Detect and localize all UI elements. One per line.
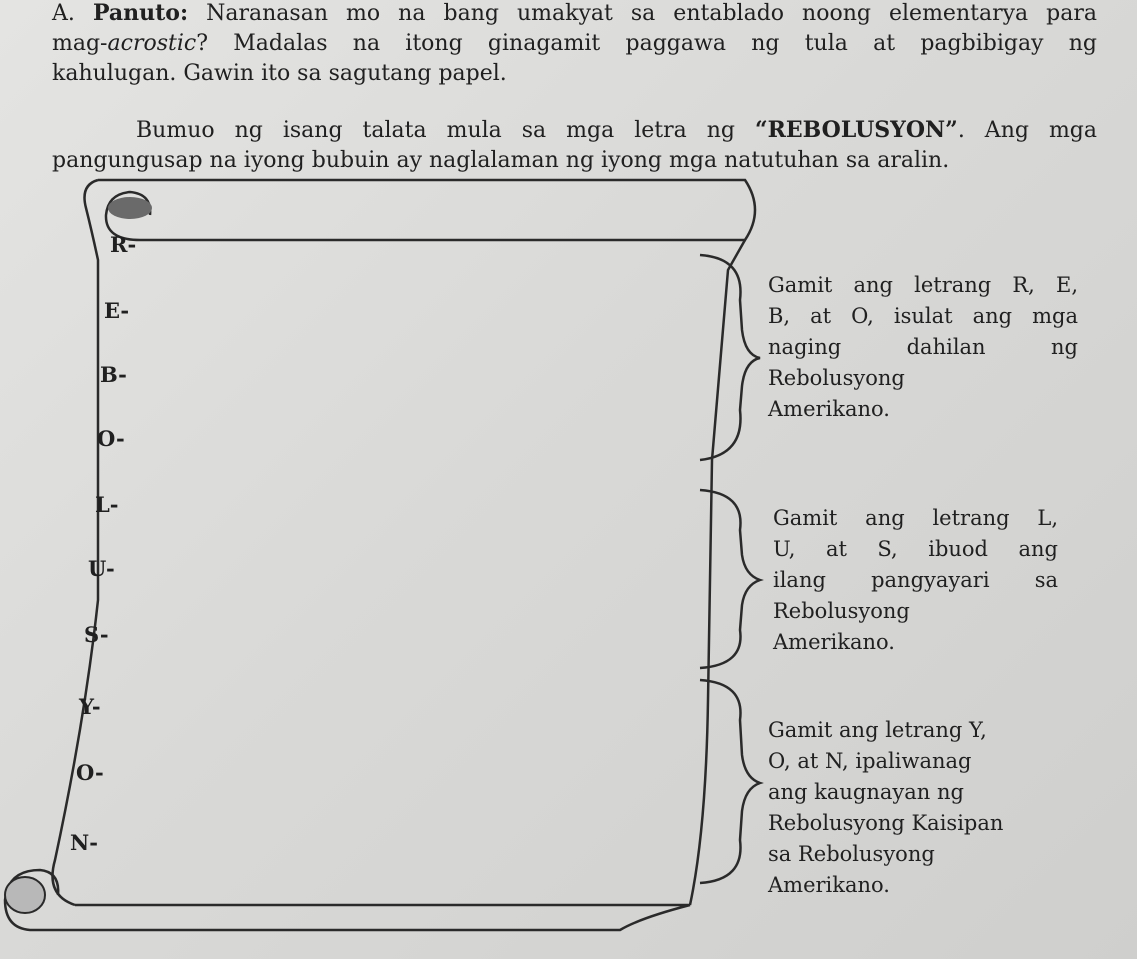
group-3-line-3: ang kaugnayan ng	[768, 780, 964, 804]
task-text-1b: . Ang mga	[957, 118, 1097, 143]
top-roll-curl	[108, 197, 152, 219]
keyword-rebolusyon: “REBOLUSYON”	[754, 117, 958, 143]
task-text-1a: Bumuo ng isang talata mula sa mga letra ng	[136, 118, 755, 143]
group-3-line-2: O, at N, ipaliwanag	[768, 749, 972, 773]
acrostic-letter-b: B-	[100, 362, 127, 387]
acrostic-term: acrostic	[107, 31, 197, 56]
group-2-line-4: Rebolusyong	[773, 599, 910, 623]
acrostic-letter-u: U-	[88, 556, 115, 581]
group-2-line-1: Gamit ang letrang L,	[773, 506, 1058, 530]
group-1-line-4: Rebolusyong	[768, 366, 905, 390]
group-3-line-6: Amerikano.	[768, 873, 890, 897]
group-3-line-1: Gamit ang letrang Y,	[768, 718, 987, 742]
task-line-2: pangungusap na iyong bubuin ay naglalaman ng iyong mga natutuhan sa aralin.	[52, 148, 950, 173]
group-2-line-3: ilang pangyayari sa	[773, 568, 1058, 592]
group-1-line-2: B, at O, isulat ang mga	[768, 304, 1078, 328]
acrostic-letter-o: O-	[97, 426, 125, 451]
group-2-instruction	[773, 503, 1058, 658]
instruction-text-2b: ? Madalas na itong ginagamit paggawa ng tula at pagbibigay ng	[196, 31, 1097, 56]
acrostic-letter-y: Y-	[79, 694, 101, 719]
acrostic-letter-o2: O-	[76, 760, 104, 785]
instruction-text-1: Naranasan mo na bang umakyat sa entablado noong elementarya para	[206, 1, 1098, 26]
acrostic-letter-n: N-	[70, 830, 98, 855]
group-2-line-2: U, at S, ibuod ang	[773, 537, 1058, 561]
group-2-line-5: Amerikano.	[773, 630, 895, 654]
group-1-line-3: naging dahilan ng	[768, 335, 1078, 359]
group-3-instruction	[768, 715, 1058, 901]
acrostic-letter-r: R-	[110, 232, 137, 257]
acrostic-letter-l: L-	[95, 492, 119, 517]
instruction-text-2a: mag-	[52, 31, 108, 56]
group-3-line-5: sa Rebolusyong	[768, 842, 935, 866]
acrostic-letter-e: E-	[104, 298, 130, 323]
group-1-line-5: Amerikano.	[768, 397, 890, 421]
brace-1	[700, 255, 760, 460]
group-1-line-1: Gamit ang letrang R, E,	[768, 273, 1078, 297]
panuto-label: Panuto:	[92, 0, 189, 26]
instruction-line-3: kahulugan. Gawin ito sa sagutang papel.	[52, 61, 507, 86]
bottom-roll-curl	[5, 877, 45, 913]
group-1-instruction	[768, 270, 1078, 425]
item-marker: A.	[52, 1, 75, 26]
group-3-line-4: Rebolusyong Kaisipan	[768, 811, 1004, 835]
acrostic-letter-s: S-	[84, 622, 109, 647]
